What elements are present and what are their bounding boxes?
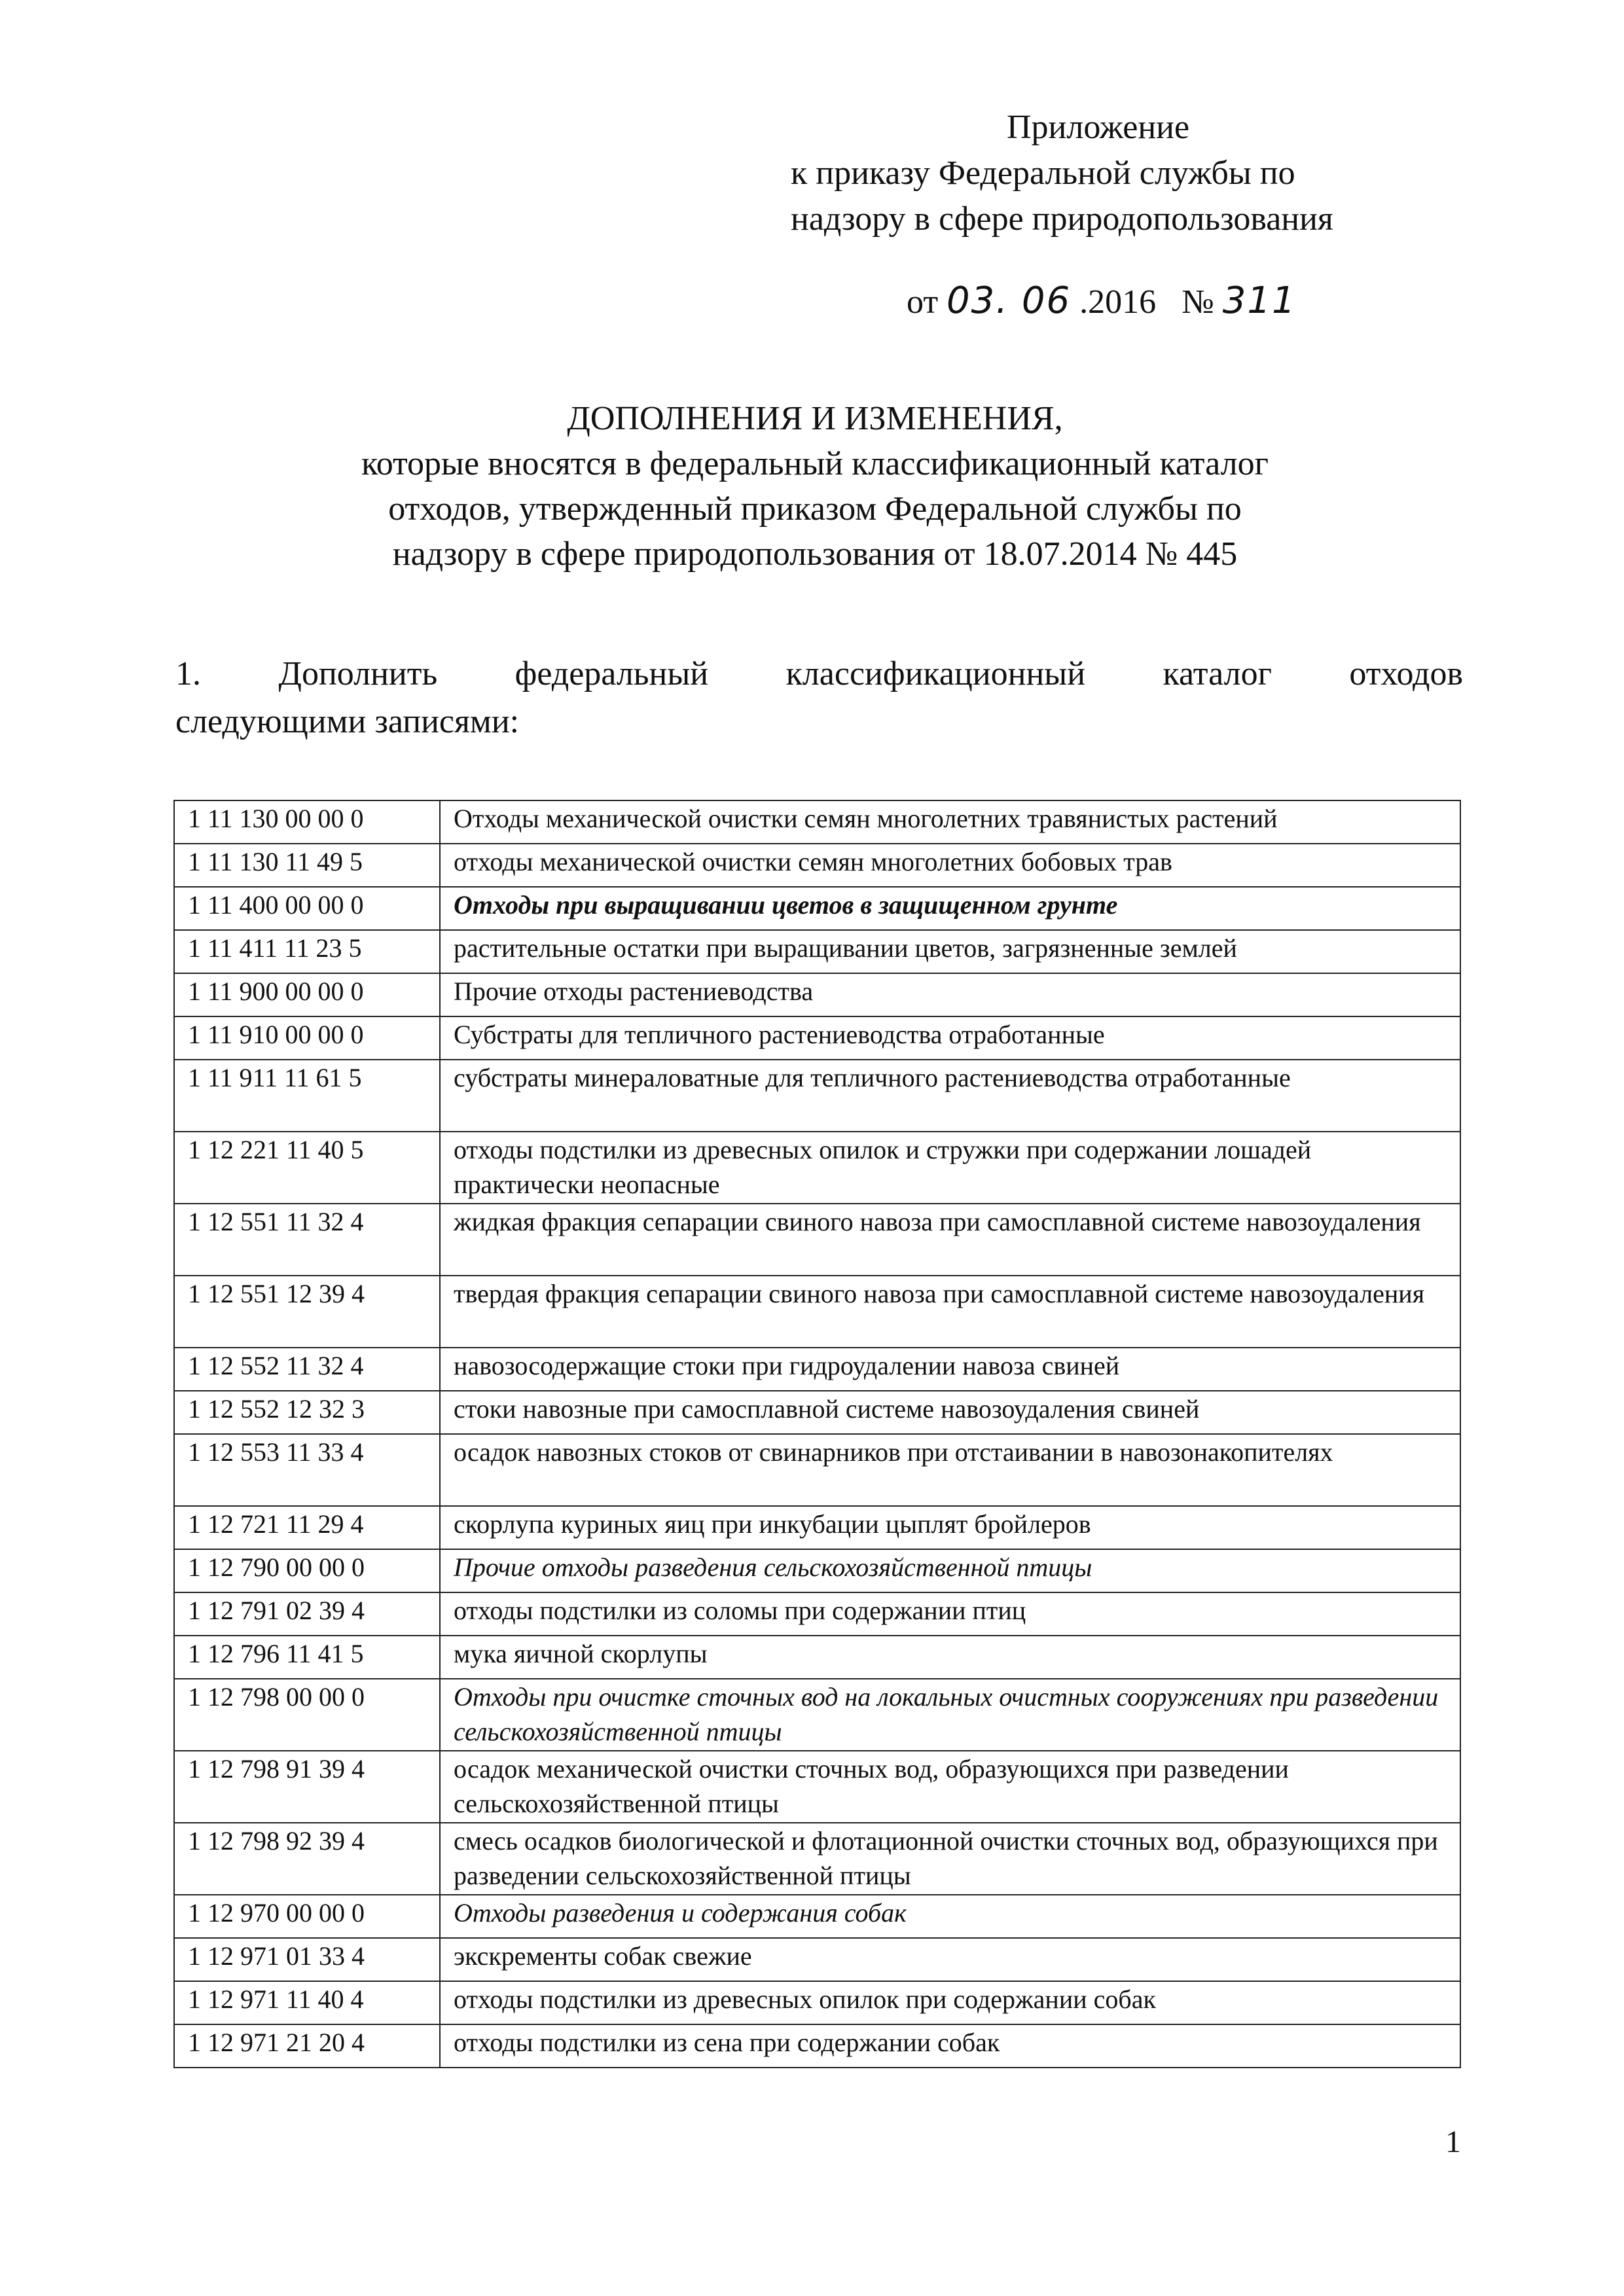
waste-code-cell: 1 12 551 11 32 4 <box>174 1204 440 1276</box>
title-line-2: которые вносятся в федеральный классификационный каталог <box>361 445 1269 482</box>
waste-name-cell: отходы подстилки из соломы при содержании птиц <box>440 1592 1460 1636</box>
waste-code-cell: 1 12 790 00 00 0 <box>174 1549 440 1592</box>
waste-code-cell: 1 11 130 11 49 5 <box>174 844 440 887</box>
table-row <box>174 844 1460 887</box>
waste-name-cell: жидкая фракция сепарации свиного навоза при самосплавной системе навозоудаления <box>440 1204 1460 1276</box>
waste-code-cell: 1 11 911 11 61 5 <box>174 1060 440 1132</box>
waste-code-cell: 1 12 721 11 29 4 <box>174 1506 440 1549</box>
table-row <box>174 1636 1460 1679</box>
waste-name-cell: скорлупа куриных яиц при инкубации цыплят бройлеров <box>440 1506 1460 1549</box>
waste-name-cell: Прочие отходы растениеводства <box>440 973 1460 1016</box>
table-row <box>174 1204 1460 1276</box>
intro-line-1 <box>175 650 1463 698</box>
table-row <box>174 1391 1460 1434</box>
waste-name-cell: отходы подстилки из древесных опилок при содержании собак <box>440 1981 1460 2024</box>
waste-name-cell: осадок механической очистки сточных вод, образующихся при разведении сельскохозяйственной птицы <box>440 1751 1460 1823</box>
intro-word: классификационный <box>785 655 1086 692</box>
waste-code-cell: 1 12 221 11 40 5 <box>174 1132 440 1204</box>
agency-name: надзору в сфере природопользования <box>791 200 1333 238</box>
table-row <box>174 800 1460 844</box>
table-row <box>174 1348 1460 1391</box>
waste-code-cell: 1 12 552 11 32 4 <box>174 1348 440 1391</box>
waste-name-cell: отходы подстилки из сена при содержании собак <box>440 2024 1460 2068</box>
intro-word: федеральный <box>514 655 709 692</box>
order-date-line <box>907 278 1297 325</box>
waste-name-cell: твердая фракция сепарации свиного навоза при самосплавной системе навозоудаления <box>440 1276 1460 1348</box>
waste-name-cell: Отходы при выращивании цветов в защищенном грунте <box>440 887 1460 930</box>
table-row <box>174 1751 1460 1823</box>
waste-code-cell: 1 12 791 02 39 4 <box>174 1592 440 1636</box>
table-row <box>174 1823 1460 1895</box>
table-row <box>174 887 1460 930</box>
title-line-4: надзору в сфере природопользования от 18.07.2014 № 445 <box>392 535 1238 573</box>
waste-code-cell: 1 11 910 00 00 0 <box>174 1016 440 1060</box>
title-heading: ДОПОЛНЕНИЯ И ИЗМЕНЕНИЯ, <box>567 400 1063 437</box>
handwritten-order-number: 311 <box>1222 279 1297 322</box>
waste-code-cell: 1 12 553 11 33 4 <box>174 1434 440 1506</box>
intro-word: 1. <box>175 655 201 692</box>
table-row <box>174 1938 1460 1981</box>
waste-name-cell: отходы механической очистки семян многолетних бобовых трав <box>440 844 1460 887</box>
waste-code-cell: 1 11 411 11 23 5 <box>174 930 440 973</box>
waste-name-cell: осадок навозных стоков от свинарников при отстаивании в навозонакопителях <box>440 1434 1460 1506</box>
table-row <box>174 1506 1460 1549</box>
intro-line-2: следующими записями: <box>175 703 520 740</box>
table-row <box>174 1060 1460 1132</box>
intro-word: каталог <box>1163 655 1272 692</box>
number-sign: № <box>1182 283 1214 321</box>
waste-code-cell: 1 12 796 11 41 5 <box>174 1636 440 1679</box>
handwritten-date: 03. 06 <box>947 279 1072 322</box>
waste-name-cell: стоки навозные при самосплавной системе навозоудаления свиней <box>440 1391 1460 1434</box>
waste-name-cell: субстраты минераловатные для тепличного растениеводства отработанные <box>440 1060 1460 1132</box>
waste-name-cell: смесь осадков биологической и флотационной очистки сточных вод, образующихся при разведении сельскохозяйственной птицы <box>440 1823 1460 1895</box>
table-row <box>174 930 1460 973</box>
waste-code-cell: 1 11 130 00 00 0 <box>174 800 440 844</box>
table-row <box>174 1592 1460 1636</box>
intro-paragraph <box>175 650 1463 745</box>
waste-catalog-table <box>173 800 1461 2068</box>
waste-name-cell: Прочие отходы разведения сельскохозяйственной птицы <box>440 1549 1460 1592</box>
intro-word: Дополнить <box>278 655 438 692</box>
waste-name-cell: навозосодержащие стоки при гидроудалении навоза свиней <box>440 1348 1460 1391</box>
appendix-header <box>791 105 1333 242</box>
waste-code-cell: 1 12 970 00 00 0 <box>174 1895 440 1938</box>
date-year: .2016 <box>1079 283 1157 321</box>
waste-name-cell: Субстраты для тепличного растениеводства отработанные <box>440 1016 1460 1060</box>
waste-code-cell: 1 12 971 21 20 4 <box>174 2024 440 2068</box>
waste-name-cell: Отходы при очистке сточных вод на локальных очистных сооружениях при разведении сельскохозяйственной птицы <box>440 1679 1460 1751</box>
table-row <box>174 2024 1460 2068</box>
waste-code-cell: 1 11 900 00 00 0 <box>174 973 440 1016</box>
table-row <box>174 1981 1460 2024</box>
waste-code-cell: 1 12 551 12 39 4 <box>174 1276 440 1348</box>
waste-code-cell: 1 12 798 92 39 4 <box>174 1823 440 1895</box>
table-row <box>174 1132 1460 1204</box>
waste-name-cell: Отходы механической очистки семян многолетних травянистых растений <box>440 800 1460 844</box>
table-row <box>174 1895 1460 1938</box>
table-row <box>174 1016 1460 1060</box>
date-prefix: от <box>907 283 939 321</box>
waste-code-cell: 1 11 400 00 00 0 <box>174 887 440 930</box>
intro-word: отходов <box>1349 655 1463 692</box>
waste-code-cell: 1 12 971 01 33 4 <box>174 1938 440 1981</box>
waste-name-cell: Отходы разведения и содержания собак <box>440 1895 1460 1938</box>
waste-name-cell: экскременты собак свежие <box>440 1938 1460 1981</box>
order-reference: к приказу Федеральной службы по <box>791 154 1295 192</box>
waste-name-cell: мука яичной скорлупы <box>440 1636 1460 1679</box>
table-row <box>174 1679 1460 1751</box>
table-row <box>174 1276 1460 1348</box>
appendix-label: Приложение <box>1007 109 1190 146</box>
page-number: 1 <box>1445 2125 1461 2159</box>
waste-code-cell: 1 12 798 91 39 4 <box>174 1751 440 1823</box>
waste-code-cell: 1 12 971 11 40 4 <box>174 1981 440 2024</box>
table-row <box>174 1549 1460 1592</box>
waste-code-cell: 1 12 552 12 32 3 <box>174 1391 440 1434</box>
table-row <box>174 973 1460 1016</box>
table-row <box>174 1434 1460 1506</box>
waste-code-cell: 1 12 798 00 00 0 <box>174 1679 440 1751</box>
title-line-3: отходов, утвержденный приказом Федеральной службы по <box>388 490 1242 528</box>
waste-name-cell: растительные остатки при выращивании цветов, загрязненные землей <box>440 930 1460 973</box>
document-title <box>177 396 1453 577</box>
waste-name-cell: отходы подстилки из древесных опилок и стружки при содержании лошадей практически неопасные <box>440 1132 1460 1204</box>
